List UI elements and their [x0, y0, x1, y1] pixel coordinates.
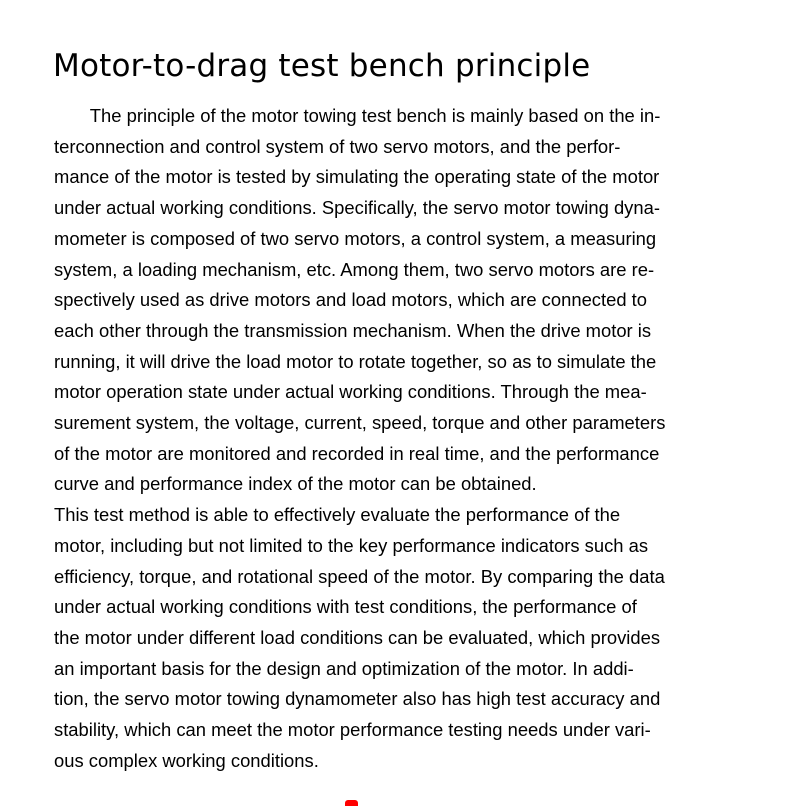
paragraph-2-line: the motor under different load conditions can be evaluated, which provides: [54, 626, 661, 648]
paragraph-1-line: terconnection and control system of two servo motors, and the perfor-: [54, 135, 621, 157]
paragraph-1-line: curve and performance index of the motor can be obtained.: [54, 473, 537, 495]
paragraph-1-line: mometer is composed of two servo motors, a control system, a measuring: [54, 227, 657, 249]
paragraph-1-line: mance of the motor is tested by simulating the operating state of the motor: [54, 166, 660, 188]
paragraph-2-line: under actual working conditions with test conditions, the performance of: [54, 596, 637, 618]
paragraph-1-line: of the motor are monitored and recorded in real time, and the performance: [54, 442, 660, 464]
paragraph-1-line: spectively used as drive motors and load motors, which are connected to: [54, 289, 648, 311]
paragraph-2-line: This test method is able to effectively evaluate the performance of the: [54, 504, 621, 526]
paragraph-1-line: motor operation state under actual working conditions. Through the mea-: [54, 381, 647, 403]
paragraph-2-line: an important basis for the design and optimization of the motor. In addi-: [54, 657, 634, 679]
paragraph-1-line: surement system, the voltage, current, speed, torque and other parameters: [54, 412, 666, 434]
paragraph-2-line: stability, which can meet the motor performance testing needs under vari-: [54, 719, 651, 741]
paragraph-2-line: ous complex working conditions.: [54, 749, 319, 771]
paragraph-1-line: system, a loading mechanism, etc. Among them, two servo motors are re-: [54, 258, 655, 280]
body-text: [54, 101, 754, 776]
paragraph-2-line: tion, the servo motor towing dynamometer also has high test accuracy and: [54, 688, 661, 710]
paragraph-2-line: motor, including but not limited to the key performance indicators such as: [54, 534, 649, 556]
paragraph-1-line: running, it will drive the load motor to rotate together, so as to simulate the: [54, 350, 657, 372]
paragraph-1-line: under actual working conditions. Specifically, the servo motor towing dyna-: [54, 197, 660, 219]
paragraph-1-line: The principle of the motor towing test bench is mainly based on the in-: [89, 105, 661, 126]
paragraph-1-line: each other through the transmission mechanism. When the drive motor is: [54, 319, 652, 341]
red-marker-shape: [345, 800, 358, 806]
paragraph-2-line: efficiency, torque, and rotational speed of the motor. By comparing the data: [54, 565, 665, 587]
page-title: Motor-to-drag test bench principle: [53, 48, 591, 84]
